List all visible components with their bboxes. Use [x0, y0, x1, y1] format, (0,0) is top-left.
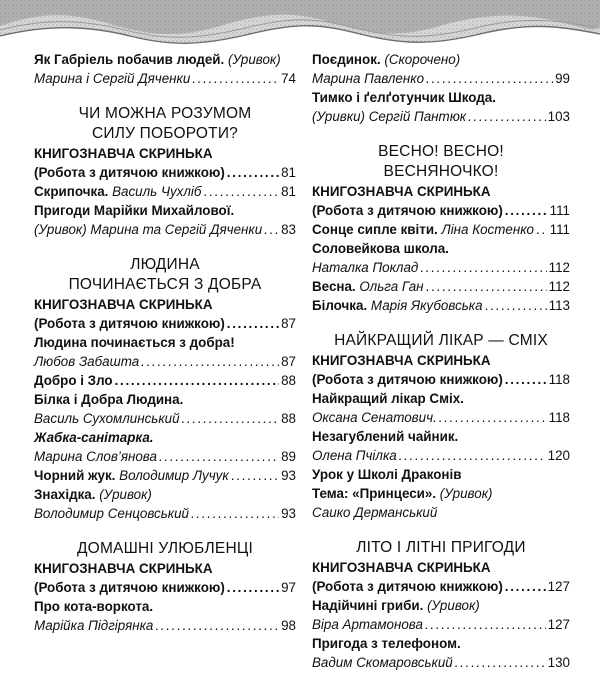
- page-number: 130: [547, 655, 570, 670]
- page-number: 120: [547, 448, 570, 463]
- entry-note: (Уривки): [312, 109, 365, 124]
- dot-leader: [439, 408, 547, 427]
- entry-title: Про кота-воркота.: [34, 599, 154, 614]
- entry-title: Надійчині гриби.: [312, 598, 424, 613]
- page-number: 103: [547, 109, 570, 124]
- entry-author: Любов Забашта: [34, 354, 140, 369]
- entry-note: (Уривок): [228, 52, 281, 67]
- box-heading: КНИГОЗНАВЧА СКРИНЬКА: [34, 297, 213, 312]
- entry-title: Тимко і ґелґотунчик Шкода.: [312, 90, 496, 105]
- entry-author: Марина і Сергій Дяченки: [34, 71, 191, 86]
- work-label: (Робота з дитячою книжкою): [312, 203, 503, 218]
- entry-title: Весна.: [312, 279, 356, 294]
- entry-author: Василь Сухомлинський: [34, 411, 180, 426]
- page-number: 87: [281, 316, 296, 331]
- dot-leader: [536, 220, 548, 239]
- page-number: 111: [549, 203, 570, 218]
- entry-author: Оксана Сенатович.: [312, 410, 437, 425]
- dot-leader: [505, 370, 547, 389]
- section-title-line: ЛЮДИНА: [130, 256, 200, 273]
- page-number: 127: [547, 617, 570, 632]
- entry-title: Поєдинок.: [312, 52, 381, 67]
- dot-leader: [141, 352, 279, 371]
- page-number: 83: [281, 222, 296, 237]
- page-number: 88: [281, 373, 296, 388]
- box-heading: КНИГОЗНАВЧА СКРИНЬКА: [312, 184, 491, 199]
- page-number: 112: [548, 260, 570, 275]
- entry-author: Віра Артамонова: [312, 617, 423, 632]
- page-number: 74: [281, 71, 296, 86]
- section-title: ДОМАШНІ УЛЮБЛЕНЦІ: [76, 540, 254, 557]
- entry-note: (Уривок): [427, 598, 480, 613]
- dot-leader: [420, 258, 546, 277]
- dot-leader: [426, 69, 553, 88]
- entry-author: Сергій Пантюк: [368, 109, 467, 124]
- dot-leader: [264, 220, 279, 239]
- page-number: 93: [281, 468, 296, 483]
- entry-note: (Уривок): [34, 222, 87, 237]
- box-heading: КНИГОЗНАВЧА СКРИНЬКА: [312, 560, 491, 575]
- entry-title: Скрипочка.: [34, 184, 109, 199]
- section-title: ЛІТО І ЛІТНІ ПРИГОДИ: [356, 539, 526, 556]
- section-title-line: ЧИ МОЖНА РОЗУМОМ: [78, 105, 252, 122]
- right-column: [312, 50, 570, 672]
- dot-leader: [115, 371, 280, 390]
- dot-leader: [425, 615, 546, 634]
- section-title-line: ВЕСНЯНОЧКО!: [383, 163, 499, 180]
- page-number: 81: [281, 165, 296, 180]
- entry-author: Саико Дерманський: [312, 505, 438, 520]
- dot-leader: [227, 163, 279, 182]
- work-label: (Робота з дитячою книжкою): [34, 165, 225, 180]
- entry-title: Найкращий лікар Сміх.: [312, 391, 464, 406]
- page-number: 87: [281, 354, 296, 369]
- work-label: (Робота з дитячою книжкою): [34, 580, 225, 595]
- dot-leader: [231, 466, 279, 485]
- box-heading: КНИГОЗНАВЧА СКРИНЬКА: [312, 353, 491, 368]
- dot-leader: [155, 616, 279, 635]
- entry-author: Марія Якубовська: [370, 298, 483, 313]
- dot-leader: [426, 277, 547, 296]
- page-number: 118: [548, 372, 570, 387]
- dot-leader: [182, 409, 280, 428]
- entry-note: (Скорочено): [384, 52, 461, 67]
- section-title: [34, 104, 296, 144]
- page-number: 89: [281, 449, 296, 464]
- section-title-line: ПОЧИНАЄТЬСЯ З ДОБРА: [68, 276, 262, 293]
- dot-leader: [203, 182, 279, 201]
- section-title: НАЙКРАЩИЙ ЛІКАР — СМІХ: [334, 332, 548, 349]
- entry-note: (Уривок): [99, 487, 152, 502]
- entry-author: Вадим Скомаровський: [312, 655, 453, 670]
- page-number: 88: [281, 411, 296, 426]
- dot-leader: [505, 201, 548, 220]
- page-number: 97: [281, 580, 296, 595]
- section-title: [312, 142, 570, 182]
- entry-title: Урок у Школі Драконів: [312, 467, 462, 482]
- page-number: 127: [547, 579, 570, 594]
- entry-author: Володимир Лучук: [119, 468, 229, 483]
- entry-author: Марина Павленко: [312, 71, 425, 86]
- page-number: 118: [548, 410, 570, 425]
- dot-leader: [159, 447, 279, 466]
- page-number: 112: [548, 279, 570, 294]
- section-title-line: ВЕСНО! ВЕСНО!: [378, 143, 504, 160]
- entry-author: Ольга Ган: [359, 279, 424, 294]
- dot-leader: [192, 69, 279, 88]
- entry-title: Жабка-санітарка.: [34, 430, 154, 445]
- dot-leader: [227, 578, 279, 597]
- entry-title: Знахідка.: [34, 487, 96, 502]
- entry-title: Як Габріель побачив людей.: [34, 52, 225, 67]
- work-label: (Робота з дитячою книжкою): [34, 316, 225, 331]
- entry-title: Пригоди Марійки Михайлової.: [34, 203, 235, 218]
- section-title-line: СИЛУ ПОБОРОТИ?: [92, 125, 238, 142]
- section-title: [34, 255, 296, 295]
- dot-leader: [505, 577, 546, 596]
- entry-title: Сонце сипле квіти.: [312, 222, 438, 237]
- toc-entry: [34, 50, 296, 88]
- page-number: 99: [555, 71, 570, 86]
- entry-title: Добро і Зло: [34, 373, 113, 388]
- left-column: [34, 50, 296, 635]
- entry-title: Соловейкова школа.: [312, 241, 449, 256]
- entry-author: Василь Чухліб: [112, 184, 202, 199]
- entry-title: Пригода з телефоном.: [312, 636, 461, 651]
- entry-title: Незагублений чайник.: [312, 429, 459, 444]
- dot-leader: [485, 296, 547, 315]
- page-number: 113: [548, 298, 570, 313]
- entry-author: Марина та Сергій Дяченки: [90, 222, 263, 237]
- entry-title: Білка і Добра Людина.: [34, 392, 184, 407]
- entry-title: Білочка.: [312, 298, 368, 313]
- page-number: 111: [549, 222, 570, 237]
- entry-title: Тема: «Принцеси».: [312, 486, 437, 501]
- page-number: 98: [281, 618, 296, 633]
- dot-leader: [399, 446, 546, 465]
- page-number: 93: [281, 506, 296, 521]
- entry-title: Людина починається з добра!: [34, 335, 235, 350]
- entry-title: Чорний жук.: [34, 468, 116, 483]
- decorative-wave-header: [0, 0, 600, 48]
- box-heading: КНИГОЗНАВЧА СКРИНЬКА: [34, 146, 213, 161]
- entry-author: Володимир Сенцовський: [34, 506, 189, 521]
- dot-leader: [191, 504, 279, 523]
- box-heading: КНИГОЗНАВЧА СКРИНЬКА: [34, 561, 213, 576]
- entry-author: Наталка Поклад: [312, 260, 419, 275]
- dot-leader: [455, 653, 546, 672]
- entry-author: Ліна Костенко: [441, 222, 534, 237]
- work-label: (Робота з дитячою книжкою): [312, 579, 503, 594]
- entry-author: Марина Слов’янова: [34, 449, 157, 464]
- entry-author: Марійка Підгірянка: [34, 618, 154, 633]
- entry-note: (Уривок): [439, 486, 493, 501]
- work-label: (Робота з дитячою книжкою): [312, 372, 503, 387]
- entry-author: Олена Пчілка: [312, 448, 397, 463]
- dot-leader: [227, 314, 279, 333]
- page-number: 81: [281, 184, 296, 199]
- dot-leader: [468, 107, 546, 126]
